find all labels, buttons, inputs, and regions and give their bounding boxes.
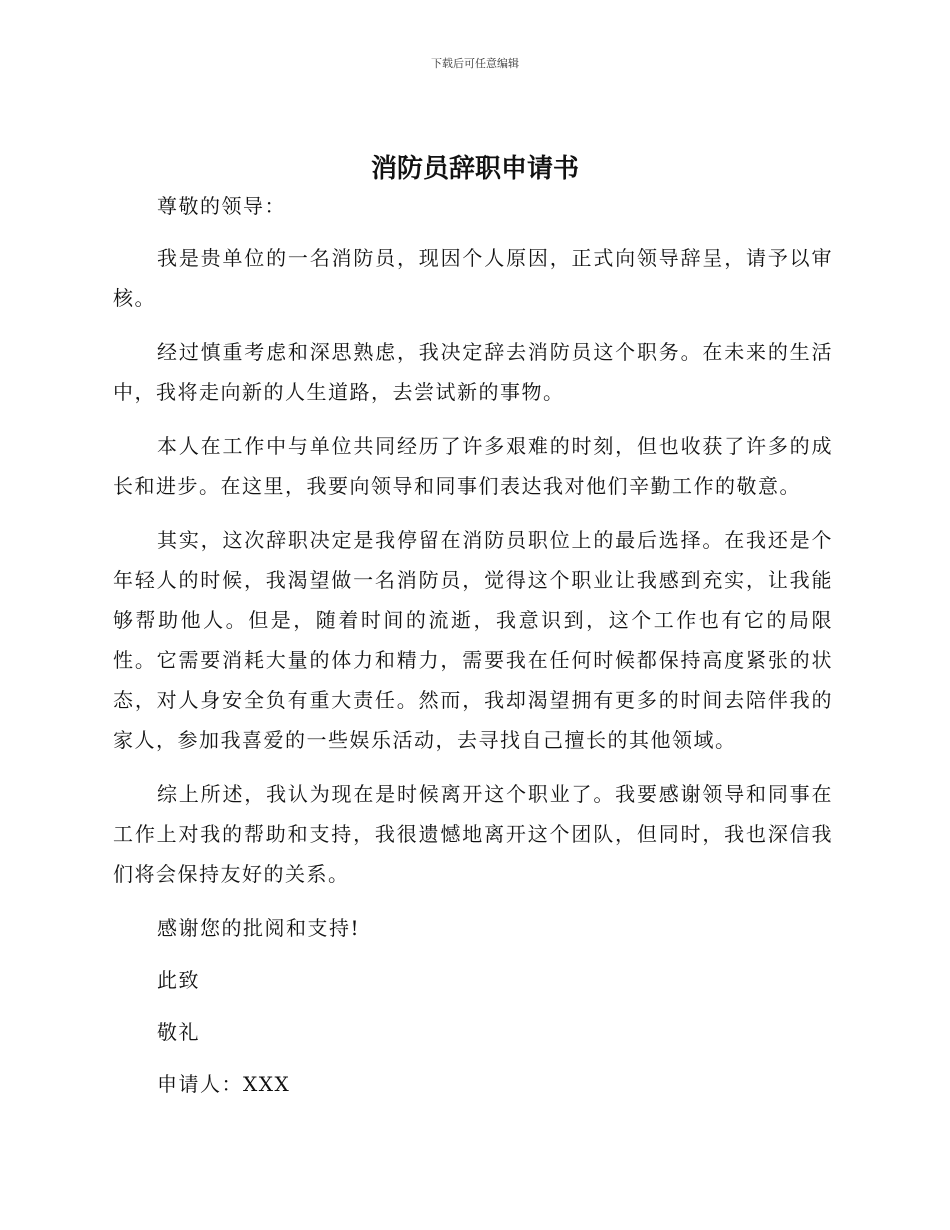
letter-body	[113, 186, 833, 1116]
salutation: 尊敬的领导：	[157, 194, 286, 218]
paragraph-reasons: 其实，这次辞职决定是我停留在消防员职位上的最后选择。在我还是个年轻人的时候，我渴望做一名消防员，觉得这个职业让我感到充实，让我能够帮助他人。但是，随着时间的流逝，我意识到，这个工作也有它的局限性。它需要消耗大量的体力和精力，需要我在任何时候都保持高度紧张的状态，对人身安全负有重大责任。然而，我却渴望拥有更多的时间去陪伴我的家人，参加我喜爱的一些娱乐活动，去寻找自己擅长的其他领域。	[113, 528, 833, 752]
paragraph-conclusion: 综上所述，我认为现在是时候离开这个职业了。我要感谢领导和同事在工作上对我的帮助和支持，我很遗憾地离开这个团队，但同时，我也深信我们将会保持友好的关系。	[113, 782, 833, 886]
paragraph-gratitude: 本人在工作中与单位共同经历了许多艰难的时刻，但也收获了许多的成长和进步。在这里，我要向领导和同事们表达我对他们辛勤工作的敬意。	[113, 434, 833, 498]
document-title: 消防员辞职申请书	[370, 154, 579, 184]
paragraph-intro: 我是贵单位的一名消防员，现因个人原因，正式向领导辞呈，请予以审核。	[113, 246, 833, 310]
page-header-note: 下载后可任意编辑	[431, 57, 519, 70]
paragraph-decision: 经过慎重考虑和深思熟虑，我决定辞去消防员这个职务。在未来的生活中，我将走向新的人生道路，去尝试新的事物。	[113, 340, 833, 404]
thanks-line: 感谢您的批阅和支持!	[157, 916, 361, 940]
closing-ci-zhi: 此致	[157, 968, 200, 992]
closing-jing-li: 敬礼	[157, 1020, 200, 1044]
applicant-signature: 申请人：XXX	[157, 1072, 291, 1096]
